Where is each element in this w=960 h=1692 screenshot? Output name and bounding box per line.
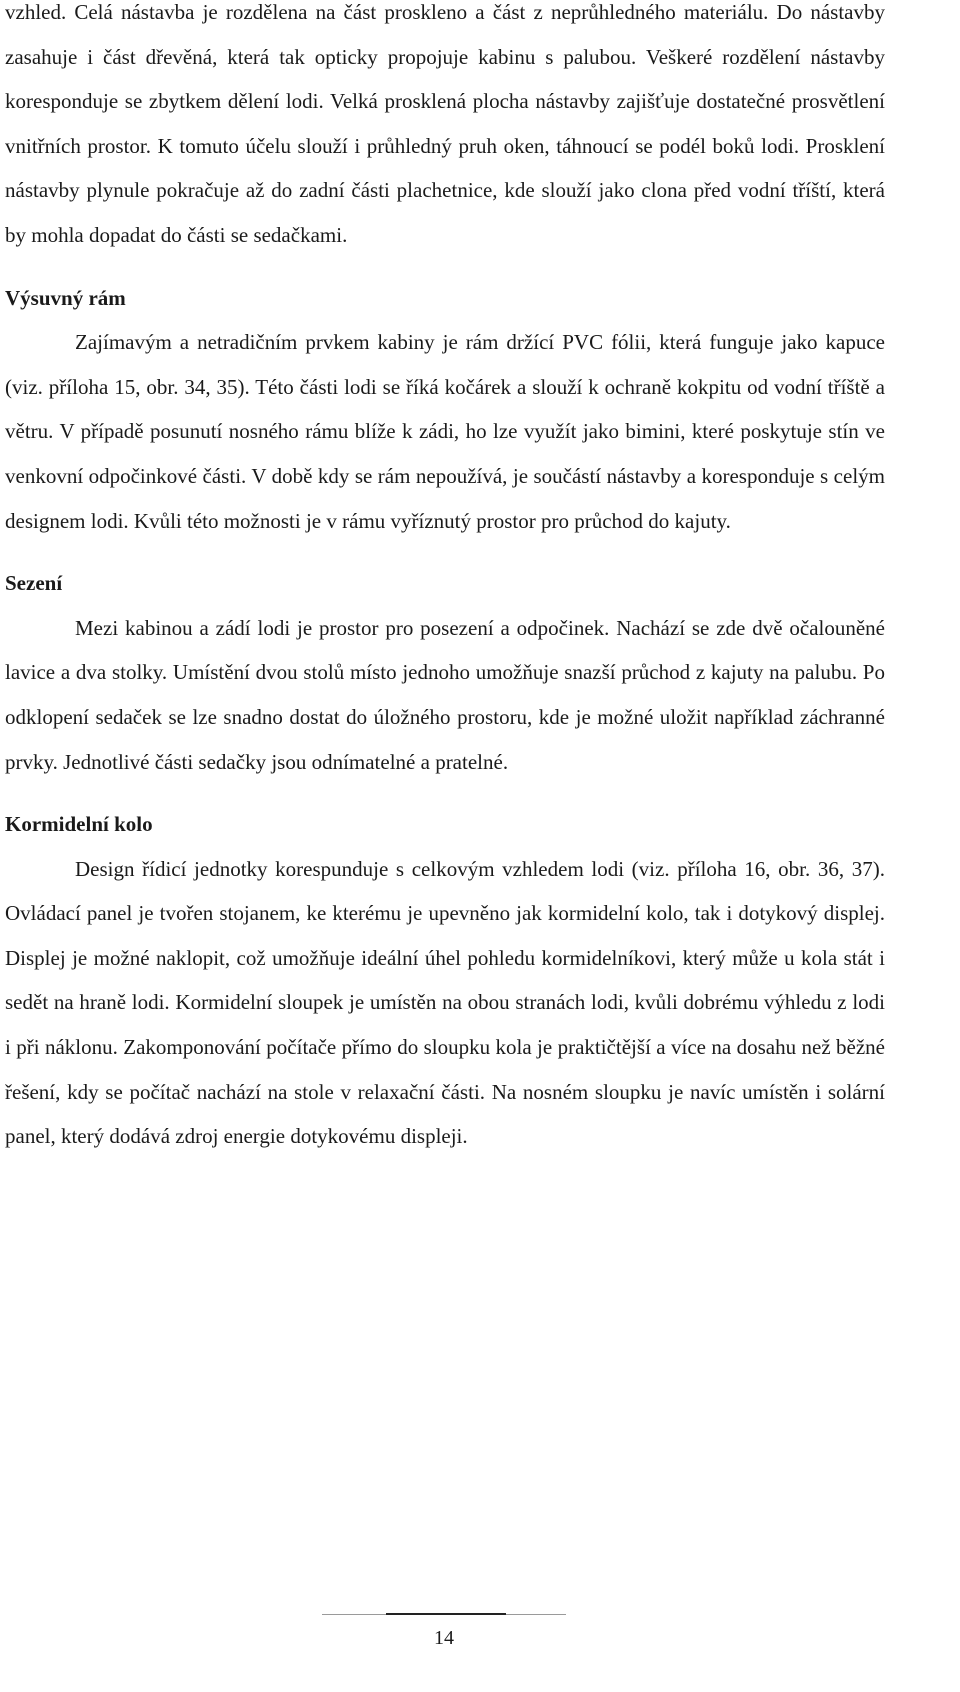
section-heading-sezeni: Sezení <box>5 571 63 596</box>
page-number: 14 <box>434 1627 454 1649</box>
section-gap <box>5 258 885 276</box>
document-page <box>5 0 885 1159</box>
section-body-sezeni: Mezi kabinou a zádí lodi je prostor pro posezení a odpočinek. Nachází se zde dvě očalouněné lavice a dva stolky. Umístění dvou stolů místo jednoho umožňuje snazší průchod z kajuty na palubu. Po odklopení sedaček se lze snadno dostat do úložného prostoru, kde je možné uložit například záchranné prvky. Jednotlivé části sedačky jsou odnímatelné a pratelné. <box>5 615 885 774</box>
section-gap <box>5 784 885 802</box>
section-gap <box>5 543 885 561</box>
intro-paragraph: vzhled. Celá nástavba je rozdělena na část proskleno a část z neprůhledného materiálu. Do nástavby zasahuje i část dřevěná, která tak opticky propojuje kabinu s palubou. Veškeré rozdělení nástavby koresponduje se zbytkem dělení lodi. Velká prosklená plocha nástavby zajišťuje dostatečné prosvětlení vnitřních prostor. K tomuto účelu slouží i průhledný pruh oken, táhnoucí se podél boků lodi. Prosklení nástavby plynule pokračuje až do zadní části plachetnice, kde slouží jako clona před vodní tříští, která by mohla dopadat do části se sedačkami. <box>5 0 885 247</box>
section-body-kormidelni-kolo: Design řídicí jednotky korespunduje s celkovým vzhledem lodi (viz. příloha 16, obr. 36, 37). Ovládací panel je tvořen stojanem, ke kterému je upevněno jak kormidelní kolo, tak i dotykový displej. Displej je možné naklopit, což umožňuje ideální úhel pohledu kormidelníkovi, který může u kola stát i sedět na hraně lodi. Kormidelní sloupek je umístěn na obou stranách lodi, kvůli dobrému výhledu z lodi i při náklonu. Zakomponování počítače přímo do sloupku kola je praktičtější a více na dosahu než běžné řešení, kdy se počítač nachází na stole v relaxační části. Na nosném sloupku je navíc umístěn i solární panel, který dodává zdroj energie dotykovému displeji. <box>5 856 885 1149</box>
section-heading-kormidelni-kolo: Kormidelní kolo <box>5 812 153 837</box>
footer-divider-accent <box>386 1613 506 1615</box>
section-body-vysuvny-ram: Zajímavým a netradičním prvkem kabiny je rám držící PVC fólii, která funguje jako kapuce (viz. příloha 15, obr. 34, 35). Této části lodi se říká kočárek a slouží k ochraně kokpitu od vodní tříště a větru. V případě posunutí nosného rámu blíže k zádi, ho lze využít jako bimini, které poskytuje stín ve venkovní odpočinkové části. V době kdy se rám nepoužívá, je součástí nástavby a koresponduje s celým designem lodi. Kvůli této možnosti je v rámu vyříznutý prostor pro průchod do kajuty. <box>5 330 885 533</box>
section-heading-vysuvny-ram: Výsuvný rám <box>5 285 126 310</box>
